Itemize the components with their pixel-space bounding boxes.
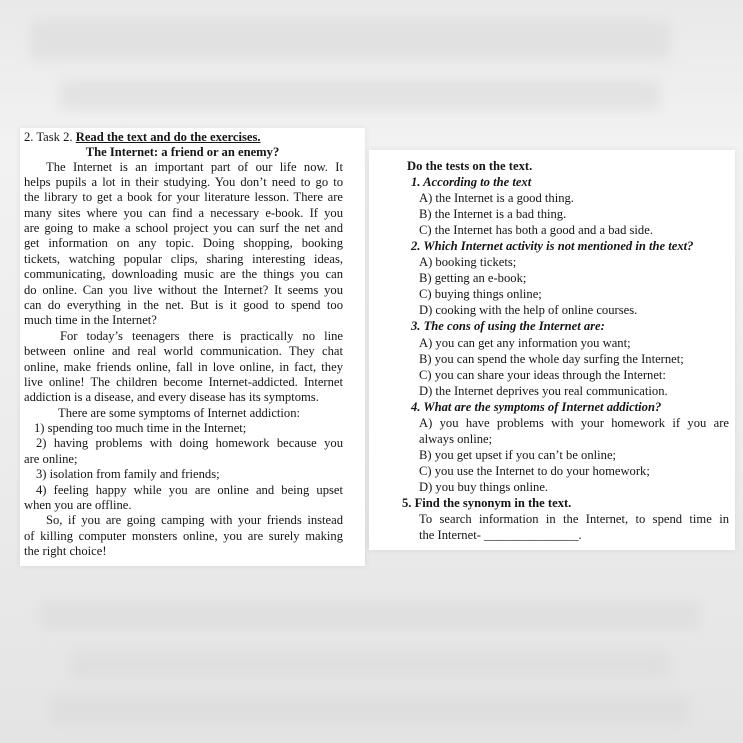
paragraph-line: live online! The children become Internet-addicted. Internet [24, 375, 343, 389]
answer-option: always online; [419, 432, 493, 446]
tests-heading: Do the tests on the text. [407, 159, 533, 173]
question-2: 2. Which Internet activity is not mentioned in the text? [411, 239, 694, 253]
symptom-item: when you are offline. [24, 498, 132, 512]
paragraph-line: the library to get a book for your literature lesson. There are [24, 190, 343, 204]
question-5: 5. Find the synonym in the text. [402, 496, 572, 510]
symptom-item: are online; [24, 452, 78, 466]
text-title: The Internet: a friend or an enemy? [85, 145, 280, 159]
answer-option: A) the Internet is a good thing. [419, 191, 574, 205]
paragraph-line: can do everything in the net. But is it good to spend too [24, 298, 343, 312]
paragraph-line: communicating, downloading music are the things you can [24, 267, 343, 281]
question-1: 1. According to the text [411, 175, 532, 189]
symptom-item: 1) spending too much time in the Internet; [34, 421, 247, 435]
paragraph-line: For today’s teenagers there is practically no line [60, 329, 343, 343]
task-heading: 2. Task 2. Read the text and do the exercises. [24, 130, 261, 144]
answer-option: A) you can get any information you want; [419, 336, 631, 350]
answer-option: B) getting an e-book; [419, 271, 527, 285]
paragraph-line: online, make friends online, fall in love online, in fact, they [24, 360, 343, 374]
synonym-task: To search information in the Internet, to spend time in [419, 512, 729, 526]
answer-option: A) you have problems with your homework if you are [419, 416, 729, 430]
paragraph-line: get information on any topic. Doing shopping, booking [24, 236, 343, 250]
answer-option: D) cooking with the help of online courses. [419, 303, 638, 317]
answer-option: B) you get upset if you can’t be online; [419, 448, 617, 462]
paragraph-line: between online and real world communication. They chat [24, 344, 343, 358]
paragraph-line: The Internet is an important part of our life now. It [46, 160, 343, 174]
symptom-item: 4) feeling happy while you are online and being upset [36, 483, 343, 497]
paragraph-line: helps pupils a lot in their studying. You don’t need to go to [24, 175, 343, 189]
paragraph-line: tickets, watching popular clips, sharing interesting ideas, [24, 252, 343, 266]
answer-option: D) you buy things online. [419, 480, 549, 494]
answer-option: C) buying things online; [419, 287, 542, 301]
symptom-item: 2) having problems with doing homework because you [36, 436, 343, 450]
question-4: 4. What are the symptoms of Internet addiction? [411, 400, 662, 414]
answer-option: C) you can share your ideas through the Internet: [419, 368, 666, 382]
symptom-item: 3) isolation from family and friends; [36, 467, 220, 481]
right-page [369, 150, 735, 550]
question-3: 3. The cons of using the Internet are: [411, 319, 605, 333]
paragraph-line: addiction is a disease, and every disease has its symptoms. [24, 390, 319, 404]
paragraph-line: So, if you are going camping with your friends instead [46, 513, 343, 527]
paragraph-line: There are some symptoms of Internet addiction: [58, 406, 301, 420]
answer-option: B) you can spend the whole day surfing the Internet; [419, 352, 684, 366]
paragraph-line: many sites where you can find a necessary e-book. If you [24, 206, 343, 220]
task-instruction: Read the text and do the exercises. [75, 130, 261, 144]
answer-option: A) booking tickets; [419, 255, 517, 269]
answer-option: B) the Internet is a bad thing. [419, 207, 567, 221]
paragraph-line: of killing computer monsters online, you are surely making [24, 529, 343, 543]
paragraph-line: do online. Can you live without the Internet? It seems you [24, 283, 343, 297]
synonym-blank: the Internet- _______________. [419, 528, 582, 542]
paragraph-line: the right choice! [24, 544, 107, 558]
answer-option: D) the Internet deprives you real communication. [419, 384, 668, 398]
paragraph-line: are going to make a school project you can surf the net and [24, 221, 343, 235]
answer-option: C) you use the Internet to do your homework; [419, 464, 650, 478]
left-page [20, 128, 365, 566]
paragraph-line: much time in the Internet? [24, 313, 157, 327]
answer-option: C) the Internet has both a good and a bad side. [419, 223, 653, 237]
